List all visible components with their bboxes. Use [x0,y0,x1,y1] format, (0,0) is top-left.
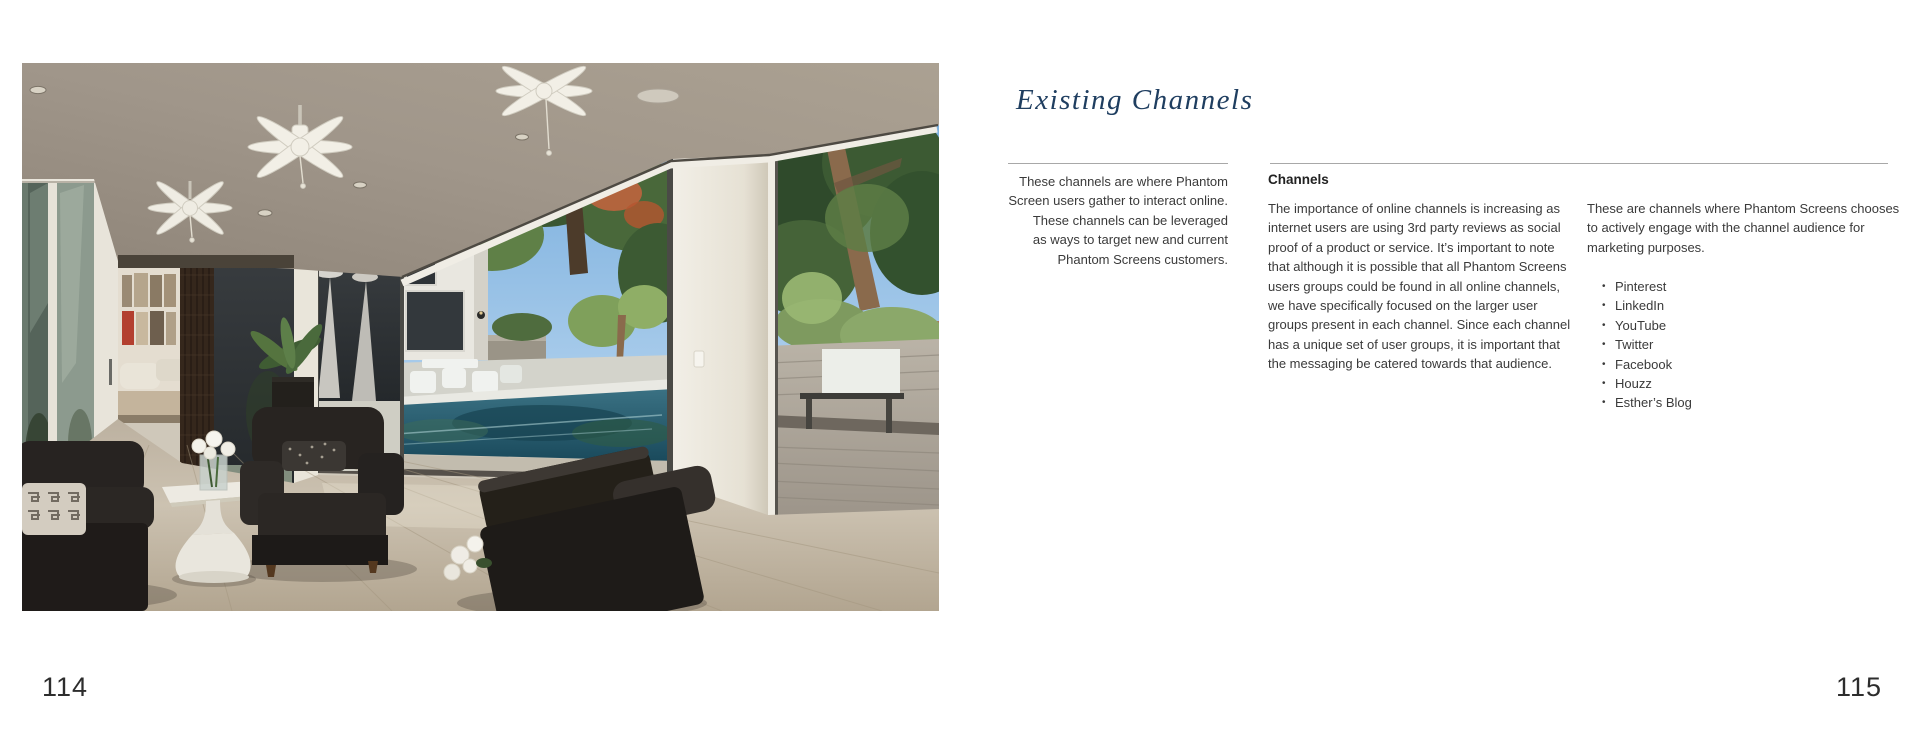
intro-line: Screen users gather to interact online. [1008,193,1228,209]
bullet-glyph: • [1602,281,1606,292]
aside-line: to actively engage with the channel audience for [1587,220,1865,236]
channel-item [1602,277,1692,296]
living-room-photo-illustration [22,63,939,611]
channel-item-label: LinkedIn [1615,298,1665,314]
page-number-left: 114 [42,672,89,702]
body-line: groups present in each channel. Since each channel [1268,317,1571,333]
bullet-glyph: • [1602,319,1606,331]
body-line: users groups could be found in all online channels, [1268,278,1560,294]
bullet-glyph: • [1602,339,1606,351]
channel-list [1602,277,1692,413]
channel-item [1602,355,1692,374]
channel-item [1602,335,1692,354]
channel-item-label: Esther’s Blog [1615,395,1692,411]
page-title: Existing Channels [1016,84,1254,116]
bullet-glyph: • [1602,358,1606,370]
armchair [22,441,154,611]
aside-line: marketing purposes. [1587,239,1705,255]
body-line: we have specifically focused on the larger user [1268,298,1538,314]
aside-column [1587,199,1900,257]
channel-item [1602,316,1692,335]
intro-line: Phantom Screens customers. [1057,251,1228,267]
aside-line: These are channels where Phantom Screens chooses [1587,201,1900,216]
collage-wall [118,263,186,423]
bullet-glyph: • [1602,378,1606,390]
intro-column [1008,172,1228,269]
intro-line: These channels can be leveraged [1032,212,1228,228]
channel-item-label: Pinterest [1615,279,1667,294]
page-number-right: 115 [1836,672,1883,702]
channel-item-label: Twitter [1615,337,1654,353]
intro-line: as ways to target new and current [1032,232,1228,248]
channel-item-label: Houzz [1615,376,1652,392]
intro-line: These channels are where Phantom [1019,174,1228,189]
bullet-glyph: • [1602,300,1606,312]
body-line: the messaging be catered towards that audience. [1268,356,1553,372]
bullet-glyph: • [1602,397,1606,409]
channel-item-label: YouTube [1615,317,1667,333]
channel-item-label: Facebook [1615,356,1673,372]
section-heading: Channels [1268,172,1329,187]
living-room-photo [22,63,939,611]
white-column [667,153,778,521]
divider-left [1008,163,1228,164]
channel-item [1602,393,1692,412]
body-column [1268,199,1580,374]
body-line: proof of a product or service. It’s important to note [1268,239,1555,255]
body-line: that although it is possible that all Phantom Screens [1268,259,1567,275]
body-line: has a unique set of user groups, it is important that [1268,336,1560,352]
deck [766,339,939,515]
divider-right [1270,163,1888,164]
body-line: internet users are using 3rd party reviews as social [1268,220,1561,236]
body-line: The importance of online channels is increasing as [1268,201,1560,216]
channel-item [1602,374,1692,393]
channel-item [1602,296,1692,315]
